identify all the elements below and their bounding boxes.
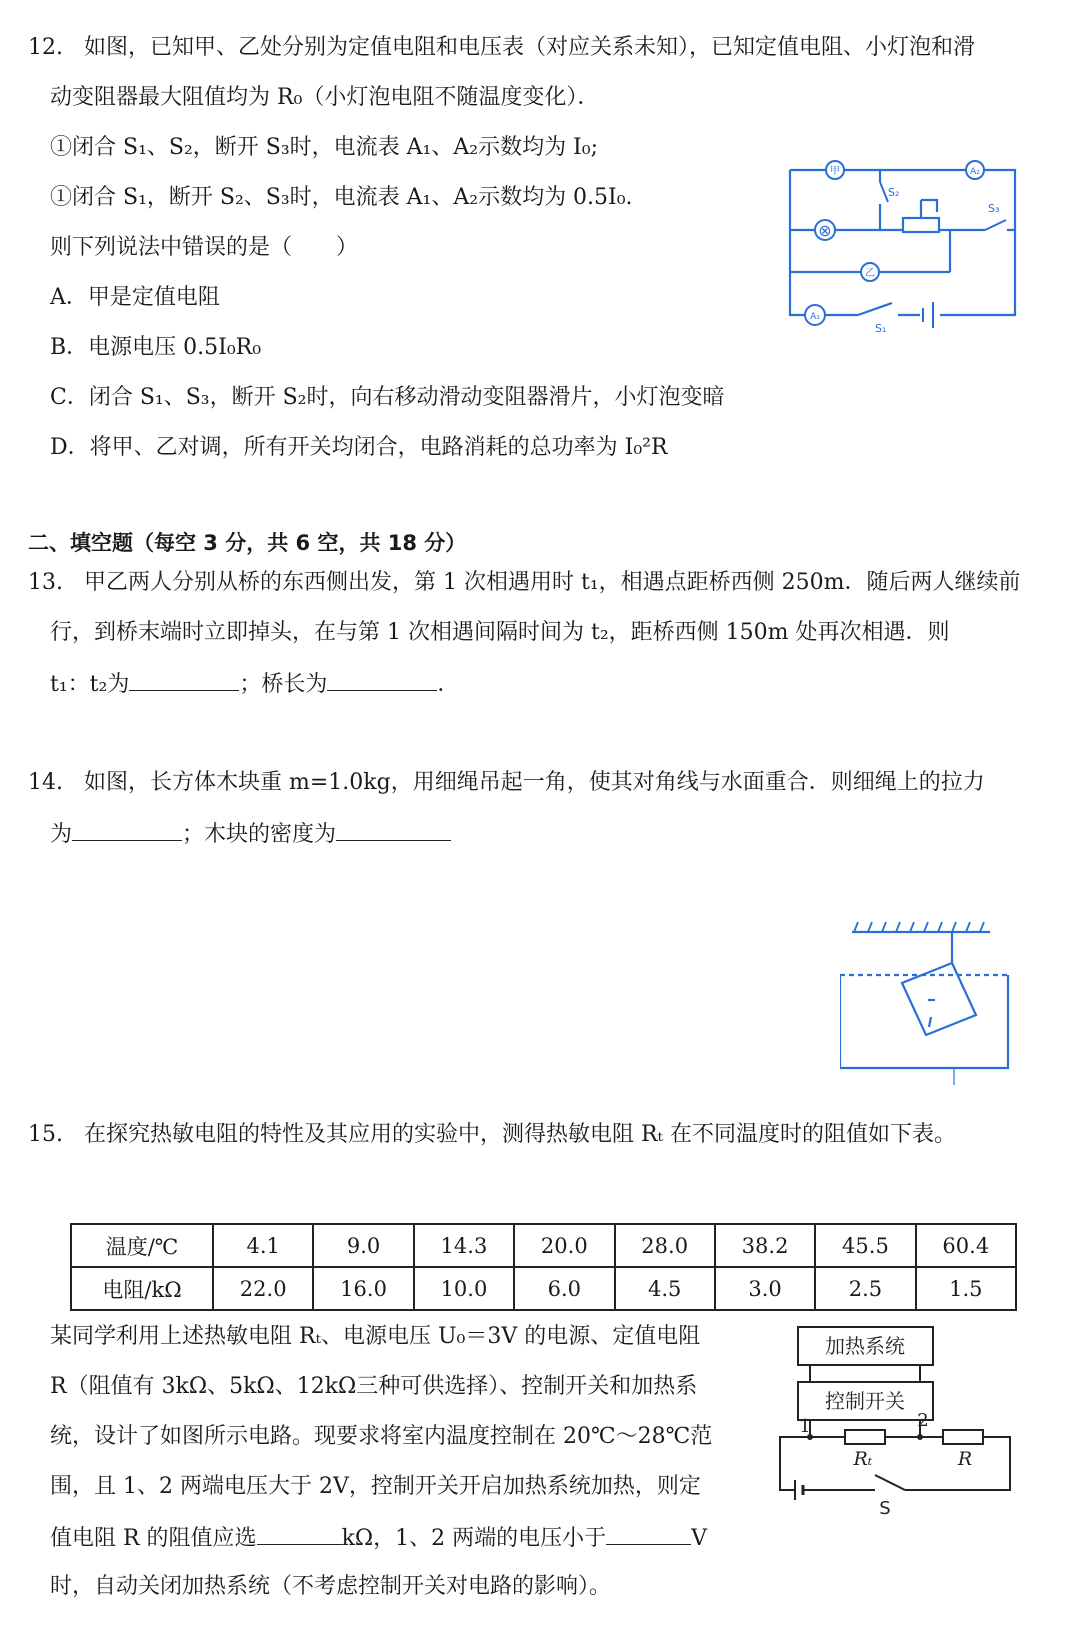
q15-para-line3: 统，设计了如图所示电路。现要求将室内温度控制在 20℃～28℃范 bbox=[50, 1424, 713, 1449]
q15-unit-v: V bbox=[691, 1526, 708, 1551]
table-cell: 4.5 bbox=[615, 1267, 715, 1310]
q12-question: 则下列说法中错误的是（ ） bbox=[50, 235, 359, 260]
table-header-temperature: 温度/℃ bbox=[71, 1224, 213, 1267]
q12-number: 12. bbox=[28, 35, 63, 60]
s-switch-icon bbox=[875, 1475, 905, 1490]
table-cell: 10.0 bbox=[414, 1267, 514, 1310]
s-label: S bbox=[879, 1498, 891, 1519]
q15-voltage-label: kΩ，1、2 两端的电压小于 bbox=[341, 1526, 607, 1551]
q14-stem: 如图，长方体木块重 m=1.0kg，用细绳吊起一角，使其对角线与水面重合．则细绳上的拉力 bbox=[84, 770, 985, 795]
q12-circuit-diagram bbox=[780, 160, 1020, 340]
q12-option-c: C．闭合 S₁、S₃，断开 S₂时，向右移动滑动变阻器滑片，小灯泡变暗 bbox=[50, 385, 725, 410]
table-cell: 22.0 bbox=[213, 1267, 313, 1310]
q15-resistor-label: 值电阻 R 的阻值应选 bbox=[50, 1526, 257, 1551]
table-row-resistance bbox=[71, 1267, 1016, 1310]
table-cell: 9.0 bbox=[313, 1224, 413, 1267]
q14-tension-blank[interactable] bbox=[72, 818, 182, 841]
q12-line2: 动变阻器最大阻值均为 R₀（小灯泡电阻不随温度变化）． bbox=[50, 85, 600, 110]
q13-line2: 行，到桥末端时立即掉头，在与第 1 次相遇间隔时间为 t₂，距桥西侧 150m 处再次相遇．则 bbox=[50, 620, 950, 645]
q15-voltage-blank[interactable] bbox=[606, 1522, 691, 1545]
q13-period: ． bbox=[437, 672, 460, 697]
table-header-resistance: 电阻/kΩ bbox=[71, 1267, 213, 1310]
q13-ratio-blank[interactable] bbox=[129, 668, 239, 691]
rt-label: Rₜ bbox=[853, 1448, 873, 1470]
q14-tension-label: 为 bbox=[50, 822, 73, 847]
a1-label: A₁ bbox=[810, 312, 820, 322]
q15-para-line6: 时，自动关闭加热系统（不考虑控制开关对电路的影响）。 bbox=[50, 1574, 612, 1599]
q12-stem: 如图，已知甲、乙处分别为定值电阻和电压表（对应关系未知），已知定值电阻、小灯泡和滑 bbox=[84, 35, 976, 60]
q15-para-line4: 围，且 1、2 两端电压大于 2V，控制开关开启加热系统加热，则定 bbox=[50, 1474, 701, 1499]
q12-option-b: B．电源电压 0.5I₀R₀ bbox=[50, 335, 262, 360]
table-row-temperature bbox=[71, 1224, 1016, 1267]
s1-label: S₁ bbox=[875, 322, 887, 335]
table-cell: 14.3 bbox=[414, 1224, 514, 1267]
lamp-symbol: ⊗ bbox=[818, 221, 832, 240]
q15-para-line2: R（阻值有 3kΩ、5kΩ、12kΩ三种可供选择）、控制开关和加热系 bbox=[50, 1374, 698, 1399]
q14-block-diagram bbox=[840, 920, 1040, 1100]
q13-line3 bbox=[50, 668, 459, 700]
table-cell: 20.0 bbox=[514, 1224, 614, 1267]
section-2-heading: 二、填空题（每空 3 分，共 6 空，共 18 分） bbox=[28, 531, 467, 555]
q13-stem: 甲乙两人分别从桥的东西侧出发，第 1 次相遇用时 t₁，相遇点距桥西侧 250m．随后两人继续前 bbox=[84, 570, 1021, 595]
q14-line2 bbox=[50, 818, 451, 850]
q15-para-line5 bbox=[50, 1522, 707, 1554]
table-cell: 45.5 bbox=[815, 1224, 915, 1267]
control-switch-label: 控制开关 bbox=[825, 1389, 905, 1413]
q13-length-label: ；桥长为 bbox=[239, 672, 328, 697]
q12-condition-1: ①闭合 S₁、S₂，断开 S₃时，电流表 A₁、A₂示数均为 I₀; bbox=[50, 135, 598, 160]
table-cell: 1.5 bbox=[916, 1267, 1016, 1310]
q13-length-blank[interactable] bbox=[327, 668, 437, 691]
q13-line1 bbox=[28, 568, 1021, 598]
q13-number: 13. bbox=[28, 570, 63, 595]
q12-option-a: A．甲是定值电阻 bbox=[50, 285, 220, 310]
q14-density-label: ；木块的密度为 bbox=[182, 822, 337, 847]
terminal-2-label: 2 bbox=[917, 1410, 929, 1431]
q15-number: 15. bbox=[28, 1122, 63, 1147]
q15-resistor-blank[interactable] bbox=[257, 1522, 342, 1545]
q12-line1 bbox=[28, 33, 975, 63]
terminal-1-label: 1 bbox=[799, 1416, 811, 1437]
q15-line1 bbox=[28, 1120, 956, 1150]
q12-option-d: D．将甲、乙对调，所有开关均闭合，电路消耗的总功率为 I₀²R bbox=[50, 435, 668, 460]
q14-line1 bbox=[28, 768, 985, 798]
q14-number: 14. bbox=[28, 770, 63, 795]
jia-label: 甲 bbox=[830, 166, 840, 177]
table-cell: 28.0 bbox=[615, 1224, 715, 1267]
table-cell: 2.5 bbox=[815, 1267, 915, 1310]
table-cell: 6.0 bbox=[514, 1267, 614, 1310]
r-label: R bbox=[957, 1448, 973, 1470]
r-resistor-icon bbox=[943, 1430, 983, 1444]
table-cell: 38.2 bbox=[715, 1224, 815, 1267]
table-cell: 60.4 bbox=[916, 1224, 1016, 1267]
s2-label: S₂ bbox=[888, 186, 900, 199]
yi-label: 乙 bbox=[865, 268, 875, 279]
q15-para-line1: 某同学利用上述热敏电阻 Rₜ、电源电压 U₀＝3V 的电源、定值电阻 bbox=[50, 1324, 701, 1349]
q12-condition-2: ①闭合 S₁，断开 S₂、S₃时，电流表 A₁、A₂示数均为 0.5I₀. bbox=[50, 185, 633, 210]
q15-stem: 在探究热敏电阻的特性及其应用的实验中，测得热敏电阻 Rₜ 在不同温度时的阻值如下表。 bbox=[84, 1122, 956, 1147]
q15-circuit-diagram bbox=[775, 1322, 1035, 1557]
resistance-table bbox=[70, 1223, 1017, 1311]
table-cell: 16.0 bbox=[313, 1267, 413, 1310]
q14-density-blank[interactable] bbox=[336, 818, 451, 841]
rt-resistor-icon bbox=[845, 1430, 885, 1444]
q13-ratio-label: t₁：t₂为 bbox=[50, 672, 130, 697]
s1-gap bbox=[858, 310, 898, 320]
table-cell: 3.0 bbox=[715, 1267, 815, 1310]
s3-label: S₃ bbox=[988, 202, 1000, 215]
a2-top-label: A₂ bbox=[970, 167, 980, 177]
table-cell: 4.1 bbox=[213, 1224, 313, 1267]
heating-system-label: 加热系统 bbox=[825, 1334, 905, 1358]
